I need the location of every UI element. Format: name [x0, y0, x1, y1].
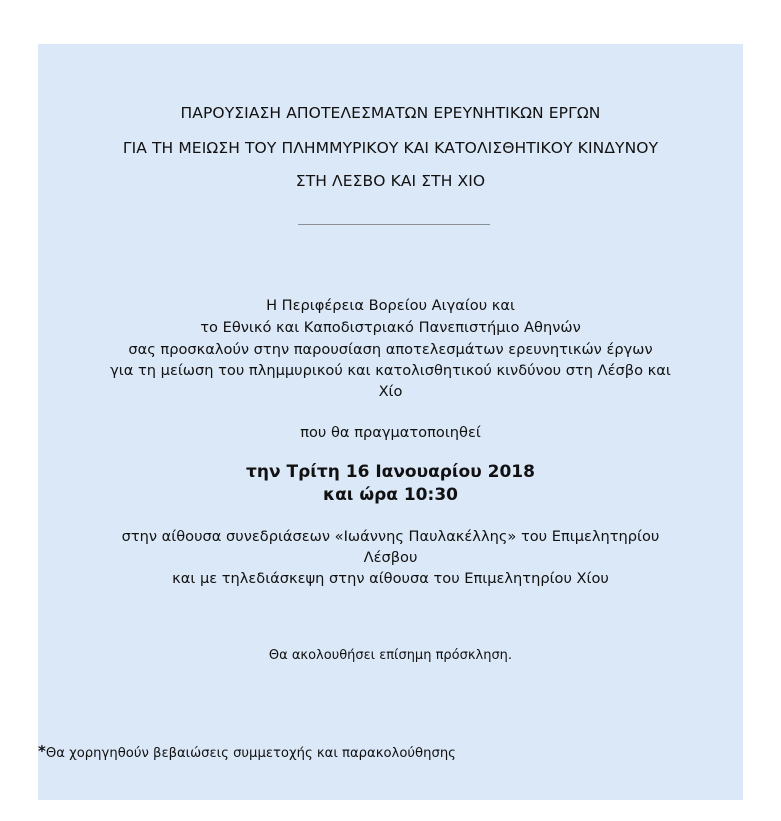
- intro-line-2: το Εθνικό και Καποδιστριακό Πανεπιστήμιο Αθηνών: [200, 319, 581, 336]
- footnote: [38, 742, 456, 761]
- intro-line-1: Η Περιφέρεια Βορείου Αιγαίου και: [266, 297, 515, 314]
- footnote-text: Θα χορηγηθούν βεβαιώσεις συμμετοχής και παρακολούθησης: [45, 746, 456, 761]
- event-date: την Τρίτη 16 Ιανουαρίου 2018: [246, 462, 535, 482]
- event-time: και ώρα 10:30: [323, 485, 458, 505]
- venue-line-2: Λέσβου: [363, 549, 418, 566]
- invitation-note: Θα ακολουθήσει επίσημη πρόσκληση.: [268, 648, 513, 663]
- intro-line-4: για τη μείωση του πλημμυρικού και κατολισθητικού κινδύνου στη Λέσβο και: [110, 362, 671, 379]
- intro-line-3: σας προσκαλούν στην παρουσίαση αποτελεσμάτων ερευνητικών έργων: [128, 341, 653, 358]
- title-line-1: ΠΑΡΟΥΣΙΑΣΗ ΑΠΟΤΕΛΕΣΜΑΤΩΝ ΕΡΕΥΝΗΤΙΚΩΝ ΕΡΓΩΝ: [180, 104, 601, 122]
- title-line-2: ΓΙΑ ΤΗ ΜΕΙΩΣΗ ΤΟΥ ΠΛΗΜΜΥΡΙΚΟΥ ΚΑΙ ΚΑΤΟΛΙΣΘΗΤΙΚΟΥ ΚΙΝΔΥΝΟΥ: [122, 139, 659, 157]
- title-divider: [298, 224, 490, 225]
- title-line-3: ΣΤΗ ΛΕΣΒΟ ΚΑΙ ΣΤΗ ΧΙΟ: [295, 172, 486, 190]
- footnote-marker: *: [38, 742, 46, 760]
- venue-line-3: και με τηλεδιάσκεψη στην αίθουσα του Επιμελητηρίου Χίου: [172, 570, 609, 587]
- held-text: που θα πραγματοποιηθεί: [300, 424, 481, 441]
- venue-line-1: στην αίθουσα συνεδριάσεων «Ιωάννης Παυλακέλλης» του Επιμελητηρίου: [121, 528, 660, 545]
- intro-line-5: Χίο: [378, 383, 403, 400]
- invitation-card: [38, 44, 743, 800]
